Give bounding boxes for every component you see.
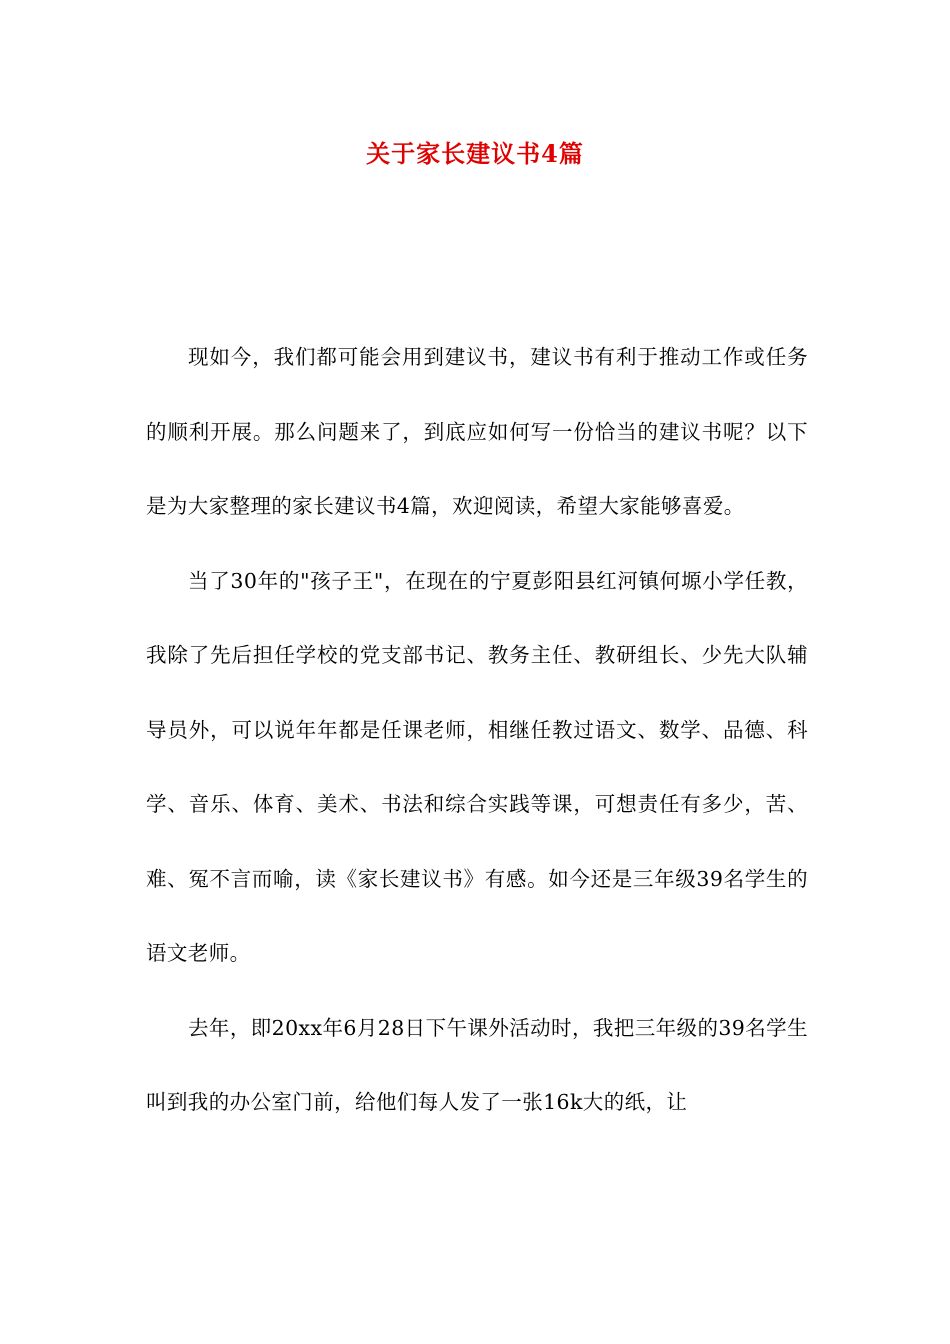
document-title: 关于家长建议书4篇 <box>366 139 584 168</box>
document-body <box>146 320 808 1140</box>
paragraph-teacher-experience: 当了30年的"孩子王"，在现在的宁夏彭阳县红河镇何塬小学任教，我除了先后担任学校的党支部书记、教务主任、教研组长、少先大队辅导员外，可以说年年都是任课老师，相继任教过语文、数学、品德、科学、音乐、体育、美术、书法和综合实践等课，可想责任有多少，苦、难、冤不言而喻，读《家长建议书》有感。如今还是三年级39名学生的语文老师。 <box>146 568 808 965</box>
paragraph-last-year: 去年，即20xx年6月28日下午课外活动时，我把三年级的39名学生叫到我的办公室门前，给他们每人发了一张16k大的纸，让 <box>146 1015 808 1114</box>
paragraph-intro: 现如今，我们都可能会用到建议书，建议书有利于推动工作或任务的顺利开展。那么问题来了，到底应如何写一份恰当的建议书呢？以下是为大家整理的家长建议书4篇，欢迎阅读，希望大家能够喜爱。 <box>146 345 808 518</box>
